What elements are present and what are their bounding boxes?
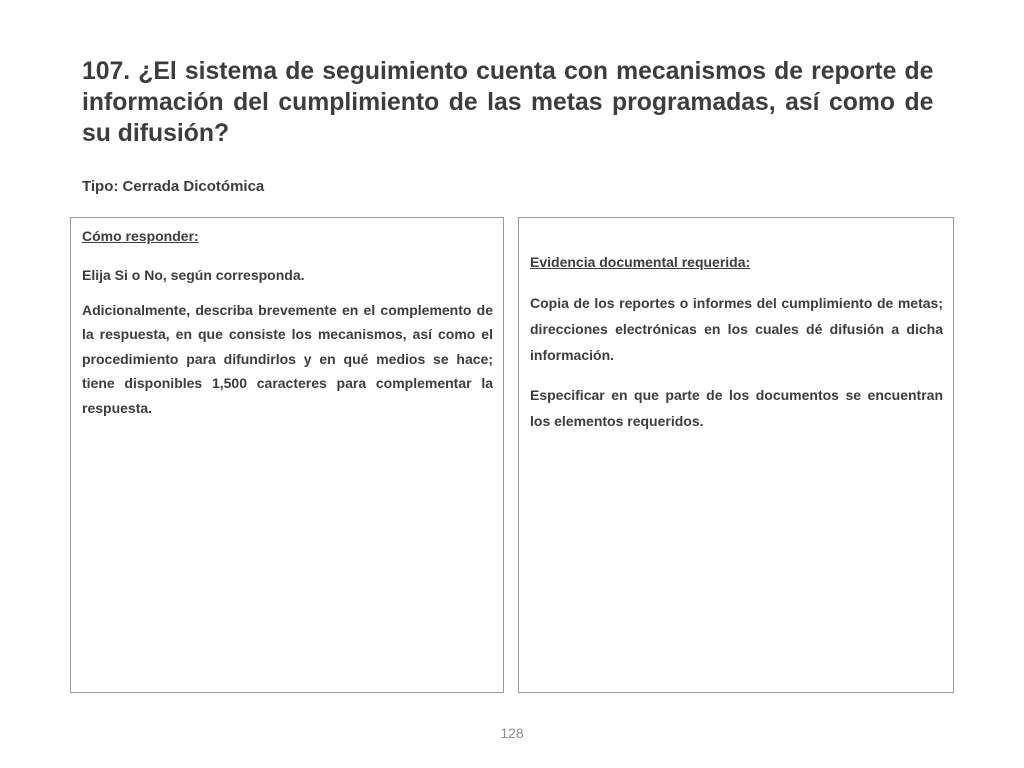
evidence-heading: Evidencia documental requerida:	[530, 254, 751, 270]
page-number: 128	[500, 725, 524, 741]
how-to-answer-box	[70, 217, 504, 693]
evidence-box	[518, 217, 954, 693]
evidence-paragraph-2: Especificar en que parte de los documentos se encuentran los elementos requeridos.	[530, 387, 943, 429]
question-type: Tipo: Cerrada Dicotómica	[82, 178, 265, 195]
how-to-answer-heading: Cómo responder:	[82, 228, 199, 244]
how-to-answer-paragraph-1: Elija Si o No, según corresponda.	[82, 267, 305, 283]
evidence-paragraph-1: Copia de los reportes o informes del cumplimiento de metas; direcciones electrónicas en los cuales dé difusión a dicha información.	[530, 295, 943, 363]
question-title: 107. ¿El sistema de seguimiento cuenta con mecanismos de reporte de información del cumplimiento de las metas programadas, así como de su difusión?	[82, 57, 934, 147]
how-to-answer-paragraph-2: Adicionalmente, describa brevemente en el complemento de la respuesta, en que consiste los mecanismos, así como el procedimiento para difundirlos y en qué medios se hace; tiene disponibles 1,500 caracteres para complementar la respuesta.	[82, 301, 493, 416]
